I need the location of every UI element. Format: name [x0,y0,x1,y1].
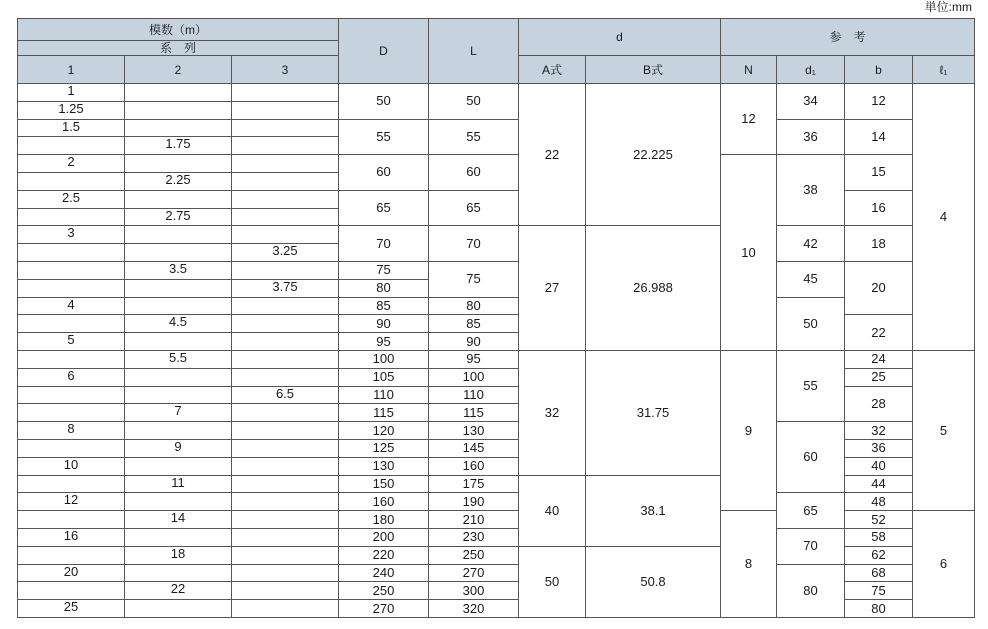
module-series-1-cell: 6 [18,368,125,386]
module-series-3-cell [232,475,339,493]
module-series-1-cell [18,261,125,279]
b-cell: 18 [845,226,913,262]
d-header: d [519,19,721,56]
module-series-3-cell [232,190,339,208]
dB-cell: 31.75 [586,350,721,475]
d1-cell: 70 [777,528,845,564]
d1-header: d₁ [777,56,845,84]
b-cell: 25 [845,368,913,386]
D-header: D [339,19,429,84]
D-cell: 200 [339,528,429,546]
D-cell: 85 [339,297,429,315]
module-series-1-cell: 1 [18,84,125,102]
d1-cell: 38 [777,155,845,226]
module-header: 模数（m） [18,19,339,41]
module-series-1-cell [18,350,125,368]
module-series-3-cell [232,439,339,457]
N-cell: 12 [721,84,777,155]
d1-cell: 34 [777,84,845,120]
D-cell: 90 [339,315,429,333]
reference-header: 参 考 [721,19,975,56]
L-cell: 270 [429,564,519,582]
b-cell: 48 [845,493,913,511]
module-series-3-cell: 3.75 [232,279,339,297]
module-series-2-cell [125,155,232,173]
D-cell: 125 [339,439,429,457]
module-series-3-cell [232,404,339,422]
module-series-3-cell [232,226,339,244]
b-cell: 15 [845,155,913,191]
dB-cell: 50.8 [586,546,721,617]
module-series-3-cell [232,84,339,102]
module-series-2-cell [125,190,232,208]
module-series-2-cell: 14 [125,511,232,529]
D-cell: 105 [339,368,429,386]
module-series-2-cell: 1.75 [125,137,232,155]
module-series-2-cell [125,600,232,618]
dA-cell: 32 [519,350,586,475]
module-series-3-cell [232,528,339,546]
module-series-2-cell: 18 [125,546,232,564]
D-cell: 80 [339,279,429,297]
table-row [18,226,975,244]
module-series-2-cell [125,84,232,102]
d1-cell: 65 [777,493,845,529]
d1-cell: 55 [777,350,845,421]
module-series-3-cell [232,297,339,315]
module-series-2-cell [125,368,232,386]
L-cell: 230 [429,528,519,546]
module-series-2-cell [125,244,232,262]
d1-cell: 36 [777,119,845,155]
b-cell: 58 [845,528,913,546]
module-series-3-cell [232,582,339,600]
b-cell: 44 [845,475,913,493]
b-cell: 40 [845,457,913,475]
module-series-1-cell: 1.25 [18,101,125,119]
module-series-3-cell [232,600,339,618]
module-series-1-cell: 1.5 [18,119,125,137]
module-series-1-cell: 2 [18,155,125,173]
module-series-3-cell [232,350,339,368]
module-series-1-cell [18,582,125,600]
module-series-1-cell [18,208,125,226]
d1-cell: 80 [777,564,845,617]
module-series-2-cell: 11 [125,475,232,493]
D-cell: 150 [339,475,429,493]
module-series-2-cell: 22 [125,582,232,600]
module-series-3-cell [232,546,339,564]
L-cell: 70 [429,226,519,262]
L-cell: 95 [429,350,519,368]
D-cell: 70 [339,226,429,262]
b-cell: 80 [845,600,913,618]
table-row [18,528,975,546]
d1-cell: 50 [777,297,845,350]
dA-cell: 50 [519,546,586,617]
L-cell: 130 [429,422,519,440]
l1-header: ℓ₁ [913,56,975,84]
D-cell: 60 [339,155,429,191]
L-cell: 85 [429,315,519,333]
L-cell: 90 [429,333,519,351]
module-series-2-cell [125,333,232,351]
module-series-1-cell [18,315,125,333]
b-cell: 68 [845,564,913,582]
D-cell: 270 [339,600,429,618]
b-cell: 14 [845,119,913,155]
module-series-3-cell [232,368,339,386]
module-series-1-cell [18,172,125,190]
module-series-3-cell [232,493,339,511]
module-series-2-cell [125,297,232,315]
module-series-2-cell [125,457,232,475]
b-cell: 75 [845,582,913,600]
b-cell: 62 [845,546,913,564]
D-cell: 130 [339,457,429,475]
module-series-2-cell [125,528,232,546]
module-series-3-cell [232,119,339,137]
D-cell: 50 [339,84,429,120]
L-cell: 210 [429,511,519,529]
D-cell: 55 [339,119,429,155]
module-series-2-cell [125,564,232,582]
table-row [18,119,975,137]
D-cell: 250 [339,582,429,600]
b-cell: 52 [845,511,913,529]
b-cell: 20 [845,261,913,314]
l1-cell: 4 [913,84,975,351]
module-series-1-cell: 10 [18,457,125,475]
L-cell: 320 [429,600,519,618]
b-header: b [845,56,913,84]
unit-label: 単位:mm [924,0,972,14]
module-series-2-cell [125,493,232,511]
module-series-1-cell: 4 [18,297,125,315]
module-series-1-cell [18,404,125,422]
module-series-3-cell [232,564,339,582]
module-series-3-cell [232,422,339,440]
module-series-2-cell [125,386,232,404]
module-series-2-cell [125,279,232,297]
module-series-1-cell [18,511,125,529]
D-cell: 65 [339,190,429,226]
d1-cell: 45 [777,261,845,297]
module-series-3-cell [232,457,339,475]
module-series-1-cell: 5 [18,333,125,351]
table-row [18,564,975,582]
L-cell: 55 [429,119,519,155]
L-cell: 300 [429,582,519,600]
table-row [18,297,975,315]
b-cell: 16 [845,190,913,226]
series-2-header: 2 [125,56,232,84]
D-cell: 110 [339,386,429,404]
table-row [18,84,975,102]
L-cell: 190 [429,493,519,511]
D-cell: 75 [339,261,429,279]
series-3-header: 3 [232,56,339,84]
module-series-1-cell [18,244,125,262]
module-series-1-cell: 25 [18,600,125,618]
module-series-3-cell: 6.5 [232,386,339,404]
module-series-2-cell [125,226,232,244]
b-cell: 12 [845,84,913,120]
d1-cell: 42 [777,226,845,262]
N-cell: 9 [721,350,777,510]
D-cell: 160 [339,493,429,511]
L-cell: 100 [429,368,519,386]
table-row [18,493,975,511]
dA-cell: 40 [519,475,586,546]
module-series-1-cell [18,386,125,404]
module-series-2-cell [125,119,232,137]
module-series-1-cell: 2.5 [18,190,125,208]
module-series-2-cell: 9 [125,439,232,457]
L-cell: 60 [429,155,519,191]
module-series-2-cell: 4.5 [125,315,232,333]
b-cell: 28 [845,386,913,422]
b-cell: 22 [845,315,913,351]
module-series-3-cell [232,172,339,190]
module-series-3-cell [232,333,339,351]
module-series-1-cell: 20 [18,564,125,582]
module-series-3-cell: 3.25 [232,244,339,262]
D-cell: 220 [339,546,429,564]
L-cell: 65 [429,190,519,226]
series-1-header: 1 [18,56,125,84]
module-series-1-cell [18,279,125,297]
module-size-table [17,18,975,618]
L-header: L [429,19,519,84]
module-series-3-cell [232,137,339,155]
series-header: 系 列 [18,41,339,56]
N-header: N [721,56,777,84]
table-row [18,422,975,440]
N-cell: 10 [721,155,777,351]
module-series-3-cell [232,155,339,173]
dB-cell: 38.1 [586,475,721,546]
dA-cell: 27 [519,226,586,351]
L-cell: 80 [429,297,519,315]
D-cell: 120 [339,422,429,440]
dB-header: B式 [586,56,721,84]
l1-cell: 6 [913,511,975,618]
b-cell: 32 [845,422,913,440]
L-cell: 160 [429,457,519,475]
D-cell: 240 [339,564,429,582]
D-cell: 100 [339,350,429,368]
module-series-2-cell: 7 [125,404,232,422]
N-cell: 8 [721,511,777,618]
table-row [18,155,975,173]
dB-cell: 26.988 [586,226,721,351]
module-series-1-cell [18,546,125,564]
module-series-2-cell: 3.5 [125,261,232,279]
module-series-1-cell: 16 [18,528,125,546]
d1-cell: 60 [777,422,845,493]
dA-header: A式 [519,56,586,84]
D-cell: 115 [339,404,429,422]
module-series-3-cell [232,261,339,279]
module-series-3-cell [232,101,339,119]
L-cell: 50 [429,84,519,120]
module-series-1-cell [18,137,125,155]
module-series-2-cell: 5.5 [125,350,232,368]
L-cell: 250 [429,546,519,564]
module-series-2-cell: 2.75 [125,208,232,226]
module-series-1-cell [18,475,125,493]
module-series-2-cell [125,101,232,119]
module-series-1-cell: 3 [18,226,125,244]
b-cell: 36 [845,439,913,457]
module-series-1-cell: 8 [18,422,125,440]
dA-cell: 22 [519,84,586,226]
L-cell: 115 [429,404,519,422]
table-row [18,261,975,279]
L-cell: 145 [429,439,519,457]
L-cell: 75 [429,261,519,297]
module-series-3-cell [232,208,339,226]
b-cell: 24 [845,350,913,368]
D-cell: 95 [339,333,429,351]
table-row [18,350,975,368]
module-series-2-cell: 2.25 [125,172,232,190]
D-cell: 180 [339,511,429,529]
dB-cell: 22.225 [586,84,721,226]
L-cell: 175 [429,475,519,493]
table-body [18,84,975,618]
module-series-3-cell [232,511,339,529]
module-series-1-cell: 12 [18,493,125,511]
module-series-1-cell [18,439,125,457]
module-series-2-cell [125,422,232,440]
l1-cell: 5 [913,350,975,510]
L-cell: 110 [429,386,519,404]
module-series-3-cell [232,315,339,333]
